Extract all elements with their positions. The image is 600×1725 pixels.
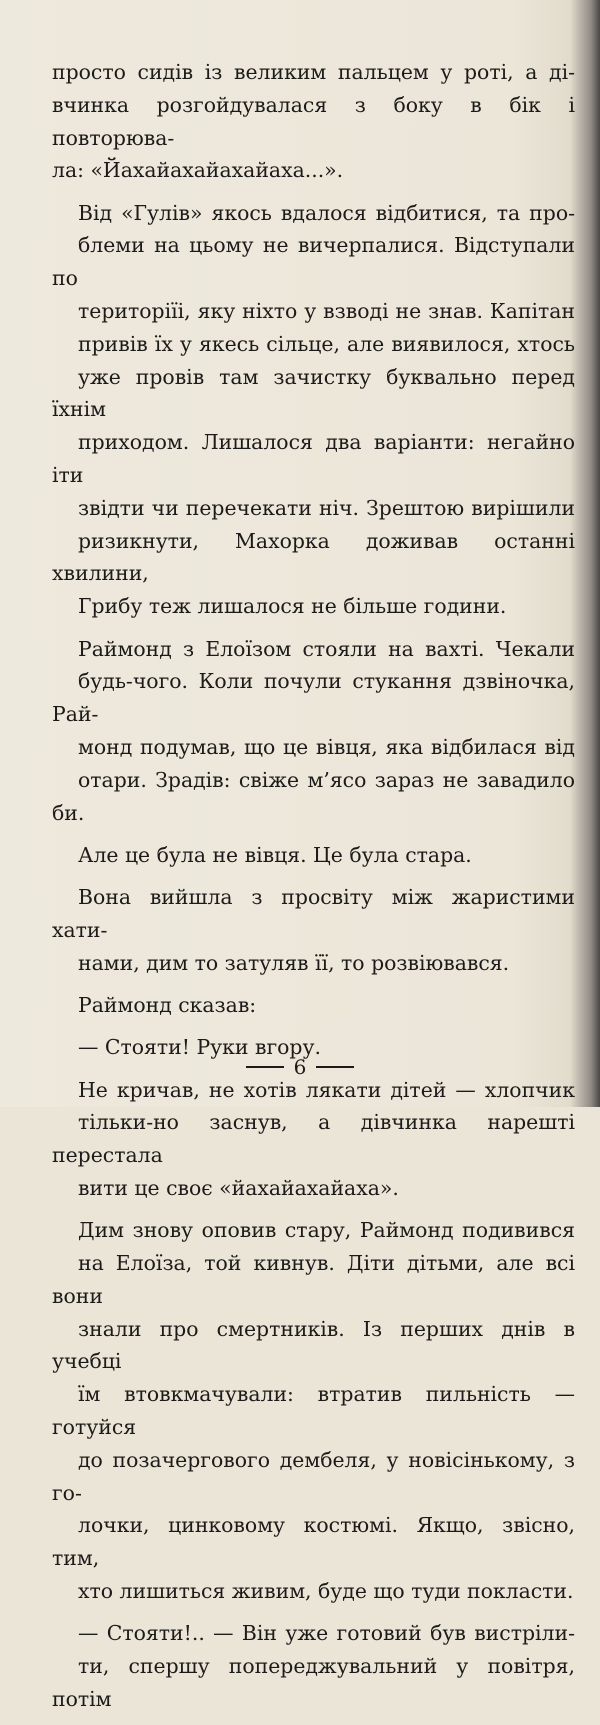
- text-line: просто сидів із великим пальцем у роті, а ді-: [52, 60, 575, 84]
- paragraph: [52, 1074, 575, 1205]
- text-line: ризикнути, Махорка доживав останні хвилини,: [52, 528, 575, 586]
- footer-dash-left: [246, 1066, 284, 1068]
- text-line: уже провів там зачистку буквально перед їхнім: [52, 364, 575, 422]
- text-line: їм втовкмачували: втратив пильність — готуйся: [52, 1382, 575, 1440]
- text-line: Вона вийшла з просвіту між жаристими хати-: [52, 885, 575, 942]
- paragraph: [52, 1214, 575, 1608]
- text-line: — Стояти! Руки вгору.: [78, 1035, 321, 1060]
- text-line: Дим знову оповив стару, Раймонд подивився: [78, 1218, 575, 1243]
- paragraph: [52, 839, 575, 872]
- text-line: знали про смертників. Із перших днів в учебці: [52, 1316, 575, 1374]
- text-line: — Стояти!.. — Він уже готовий був вистріли-: [78, 1621, 575, 1646]
- paragraph: [52, 197, 575, 623]
- text-line: Грибу теж лишалося не більше години.: [78, 594, 507, 619]
- text-line: лочки, цинковому костюмі. Якщо, звісно, тим,: [52, 1513, 575, 1571]
- page-footer: [0, 1055, 600, 1079]
- paragraph: [52, 56, 575, 187]
- text-line: нами, дим то затуляв її, то розвіювався.: [78, 950, 510, 975]
- text-line: Не кричав, не хотів лякати дітей — хлопчик: [78, 1077, 575, 1102]
- text-line: вити це своє «йахайахайаха».: [78, 1176, 399, 1200]
- text-line: блеми на цьому не вичерпалися. Відступали по: [52, 233, 575, 291]
- body-text: [52, 56, 575, 1725]
- text-line: вчинка розгойдувалася з боку в бік і повторюва-: [52, 92, 575, 150]
- text-line: монд подумав, що це вівця, яка відбилася від: [78, 734, 575, 759]
- text-line: приходом. Лишалося два варіанти: негайно іти: [52, 430, 575, 488]
- text-line: привів їх у якесь сільце, але виявилося, хтось: [78, 331, 575, 356]
- text-line: будь-чого. Коли почули стукання дзвіночка, Рай-: [52, 669, 575, 727]
- text-line: тільки-но заснув, а дівчинка нарешті перестала: [52, 1110, 575, 1168]
- text-line: Раймонд з Елоїзом стояли на вахті. Чекали: [78, 636, 575, 661]
- paragraph: [52, 1617, 575, 1715]
- text-line: Раймонд сказав:: [78, 993, 257, 1018]
- page-number: 6: [293, 1055, 307, 1079]
- text-line: отари. Зрадів: свіже м’ясо зараз не завадило би.: [52, 767, 575, 825]
- footer-dash-right: [316, 1066, 354, 1068]
- paragraph: [52, 881, 575, 979]
- text-line: територіїі, яку ніхто у взводі не знав. Капітан: [78, 299, 575, 324]
- text-line: Від «Гулів» якось вдалося відбитися, та про-: [78, 200, 575, 225]
- text-line: на Елоїза, той кивнув. Діти дітьми, але всі вони: [52, 1251, 575, 1308]
- text-line: звідти чи перечекати ніч. Зрештою вирішили: [78, 495, 575, 520]
- paragraph: [52, 633, 575, 830]
- text-line: до позачергового дембеля, у новісінькому, з го-: [52, 1447, 575, 1505]
- paragraph: [52, 989, 575, 1022]
- text-line: хто лишиться живим, буде що туди покласти.: [78, 1579, 574, 1604]
- text-line: ла: «Йахайахайахайаха...».: [52, 158, 344, 183]
- text-line: Але це була не вівця. Це була стара.: [78, 842, 472, 867]
- text-line: ти, спершу попереджувальний у повітря, потім: [52, 1654, 575, 1711]
